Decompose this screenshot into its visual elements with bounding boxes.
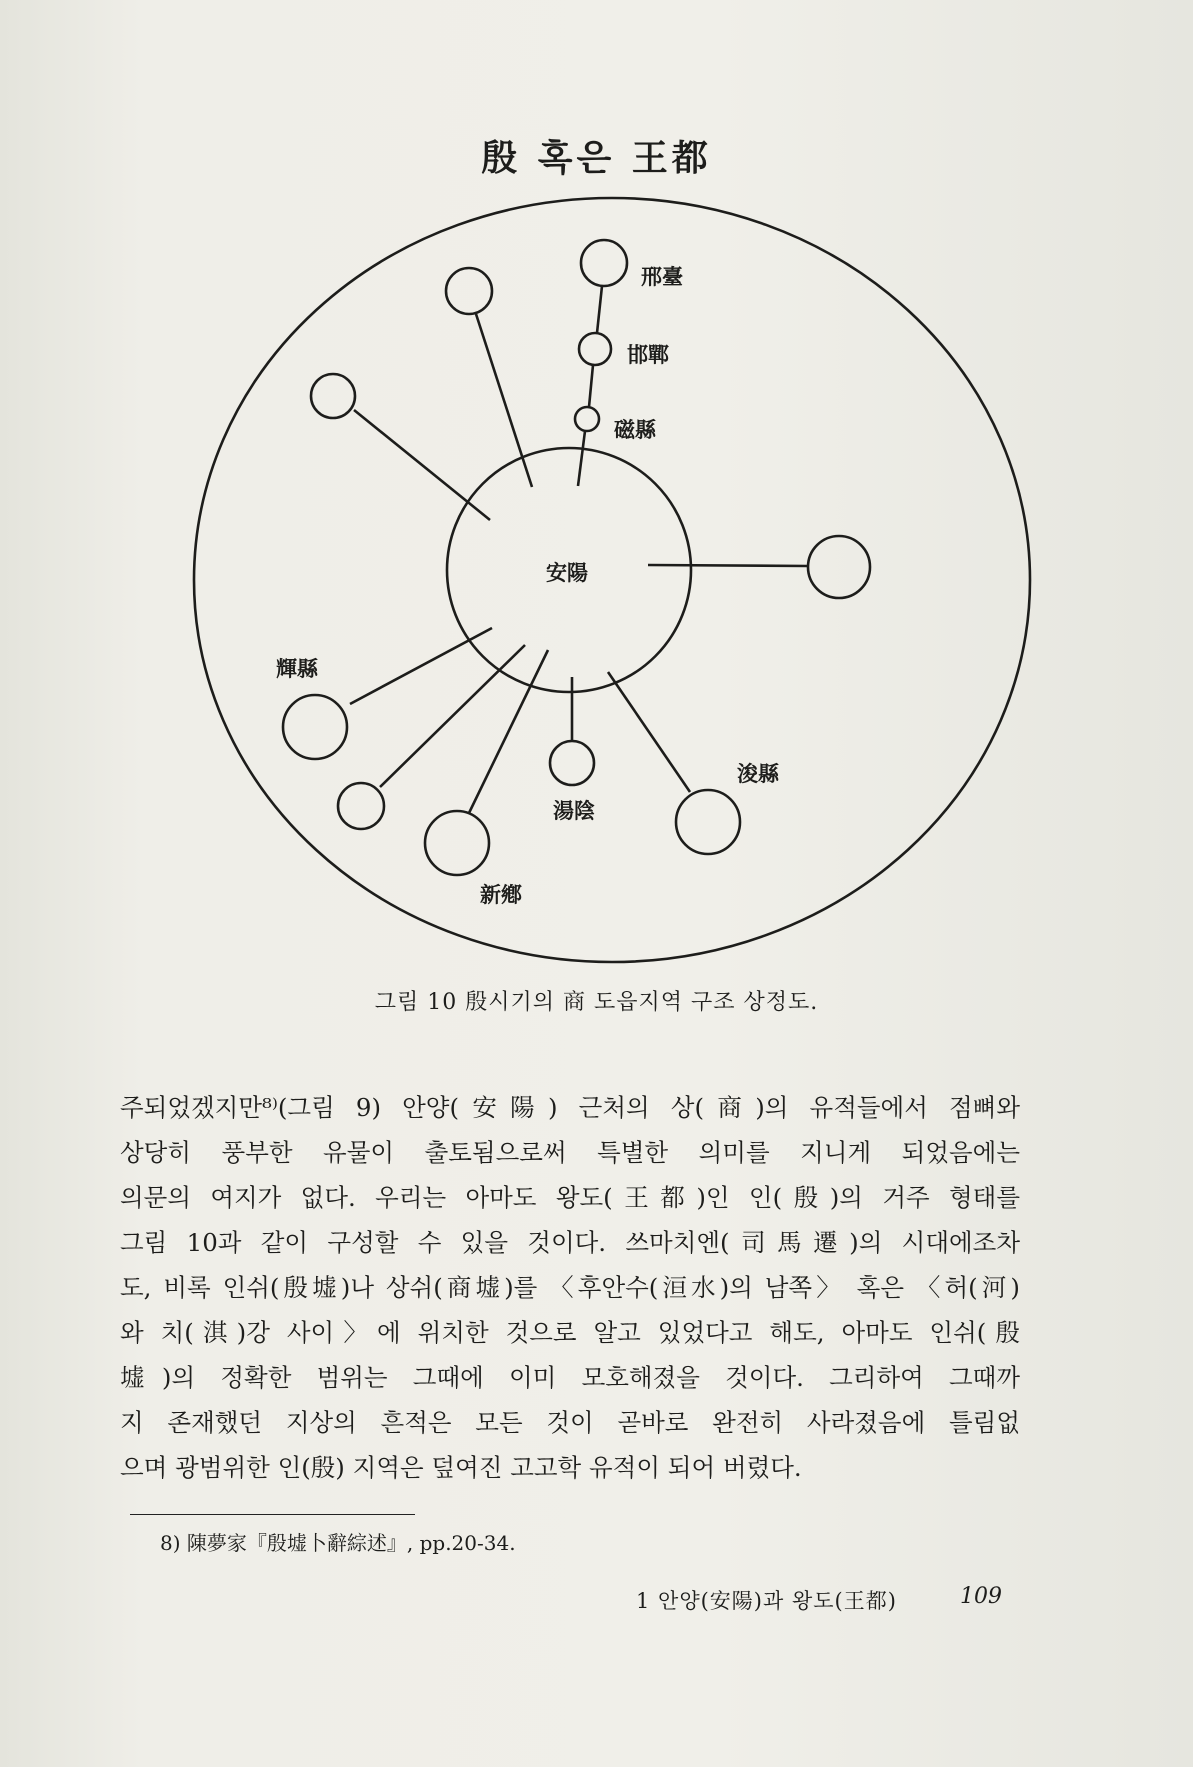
site-circle-southwest: [338, 783, 384, 829]
body-paragraph: [120, 1085, 1020, 1490]
body-line: 와 치(淇)강 사이〉에 위치한 것으로 알고 있었다고 해도, 아마도 인쉬(殷: [120, 1318, 1020, 1347]
label-xunxian: 浚縣: [737, 762, 779, 786]
site-circle-north: [446, 268, 492, 314]
link-southwest: [380, 645, 525, 787]
link-north: [476, 314, 532, 487]
footnote-divider: [130, 1514, 415, 1515]
site-circle-handan: [579, 333, 611, 365]
footnote: 8) 陳夢家『殷墟卜辭綜述』, pp.20-34.: [160, 1531, 516, 1555]
figure-caption: 그림 10 殷시기의 商 도읍지역 구조 상정도.: [374, 990, 819, 1015]
label-handan: 邯鄲: [627, 343, 669, 367]
body-line: 도, 비록 인쉬(殷墟)나 상쉬(商墟)를 〈후안수(洹水)의 남쪽〉 혹은 〈허(河): [120, 1273, 1020, 1302]
label-xinxiang: 新鄕: [480, 883, 522, 907]
body-line: 지 존재했던 지상의 흔적은 모든 것이 곧바로 완전히 사라졌음에 틀림없: [120, 1408, 1020, 1437]
figure-title: 殷 혹은 王都: [481, 137, 712, 179]
body-line: 墟)의 정확한 범위는 그때에 이미 모호해졌을 것이다. 그리하여 그때까: [120, 1363, 1020, 1392]
link-cixian-anyang: [578, 431, 585, 486]
link-east: [648, 565, 808, 566]
page-number: 109: [960, 1584, 1002, 1609]
site-circle-xingtai: [581, 240, 627, 286]
site-circle-east: [808, 536, 870, 598]
label-xingtai: 邢臺: [641, 265, 683, 289]
label-cixian: 磁縣: [614, 418, 656, 442]
site-circle-xinxiang: [425, 811, 489, 875]
site-circle-tangyin: [550, 741, 594, 785]
label-huixian: 輝縣: [276, 657, 318, 681]
link-xingtai-handan: [597, 286, 602, 333]
site-circle-xunxian: [676, 790, 740, 854]
link-xunxian: [608, 672, 690, 792]
site-circle-northwest: [311, 374, 355, 418]
body-line: 주되었겠지만⁸⁾(그림 9) 안양(安陽) 근처의 상(商)의 유적들에서 점뼈와: [120, 1093, 1020, 1122]
link-northwest: [354, 410, 490, 520]
label-tangyin: 湯陰: [553, 799, 595, 823]
body-line: 상당히 풍부한 유물이 출토됨으로써 특별한 의미를 지니게 되었음에는: [120, 1138, 1020, 1167]
site-circle-cixian: [575, 407, 599, 431]
center-label: 安陽: [546, 561, 588, 585]
running-footer: 1 안양(安陽)과 왕도(王都): [636, 1589, 897, 1613]
site-circle-huixian: [283, 695, 347, 759]
link-huixian: [350, 628, 492, 704]
body-line: 으며 광범위한 인(殷) 지역은 덮여진 고고학 유적이 되어 버렸다.: [120, 1453, 802, 1482]
body-line: 의문의 여지가 없다. 우리는 아마도 왕도(王都)인 인(殷)의 거주 형태를: [120, 1183, 1020, 1212]
outer-boundary-circle: [194, 198, 1030, 962]
link-handan-cixian: [589, 365, 593, 407]
body-line: 그림 10과 같이 구성할 수 있을 것이다. 쓰마치엔(司馬遷)의 시대에조차: [120, 1228, 1020, 1257]
